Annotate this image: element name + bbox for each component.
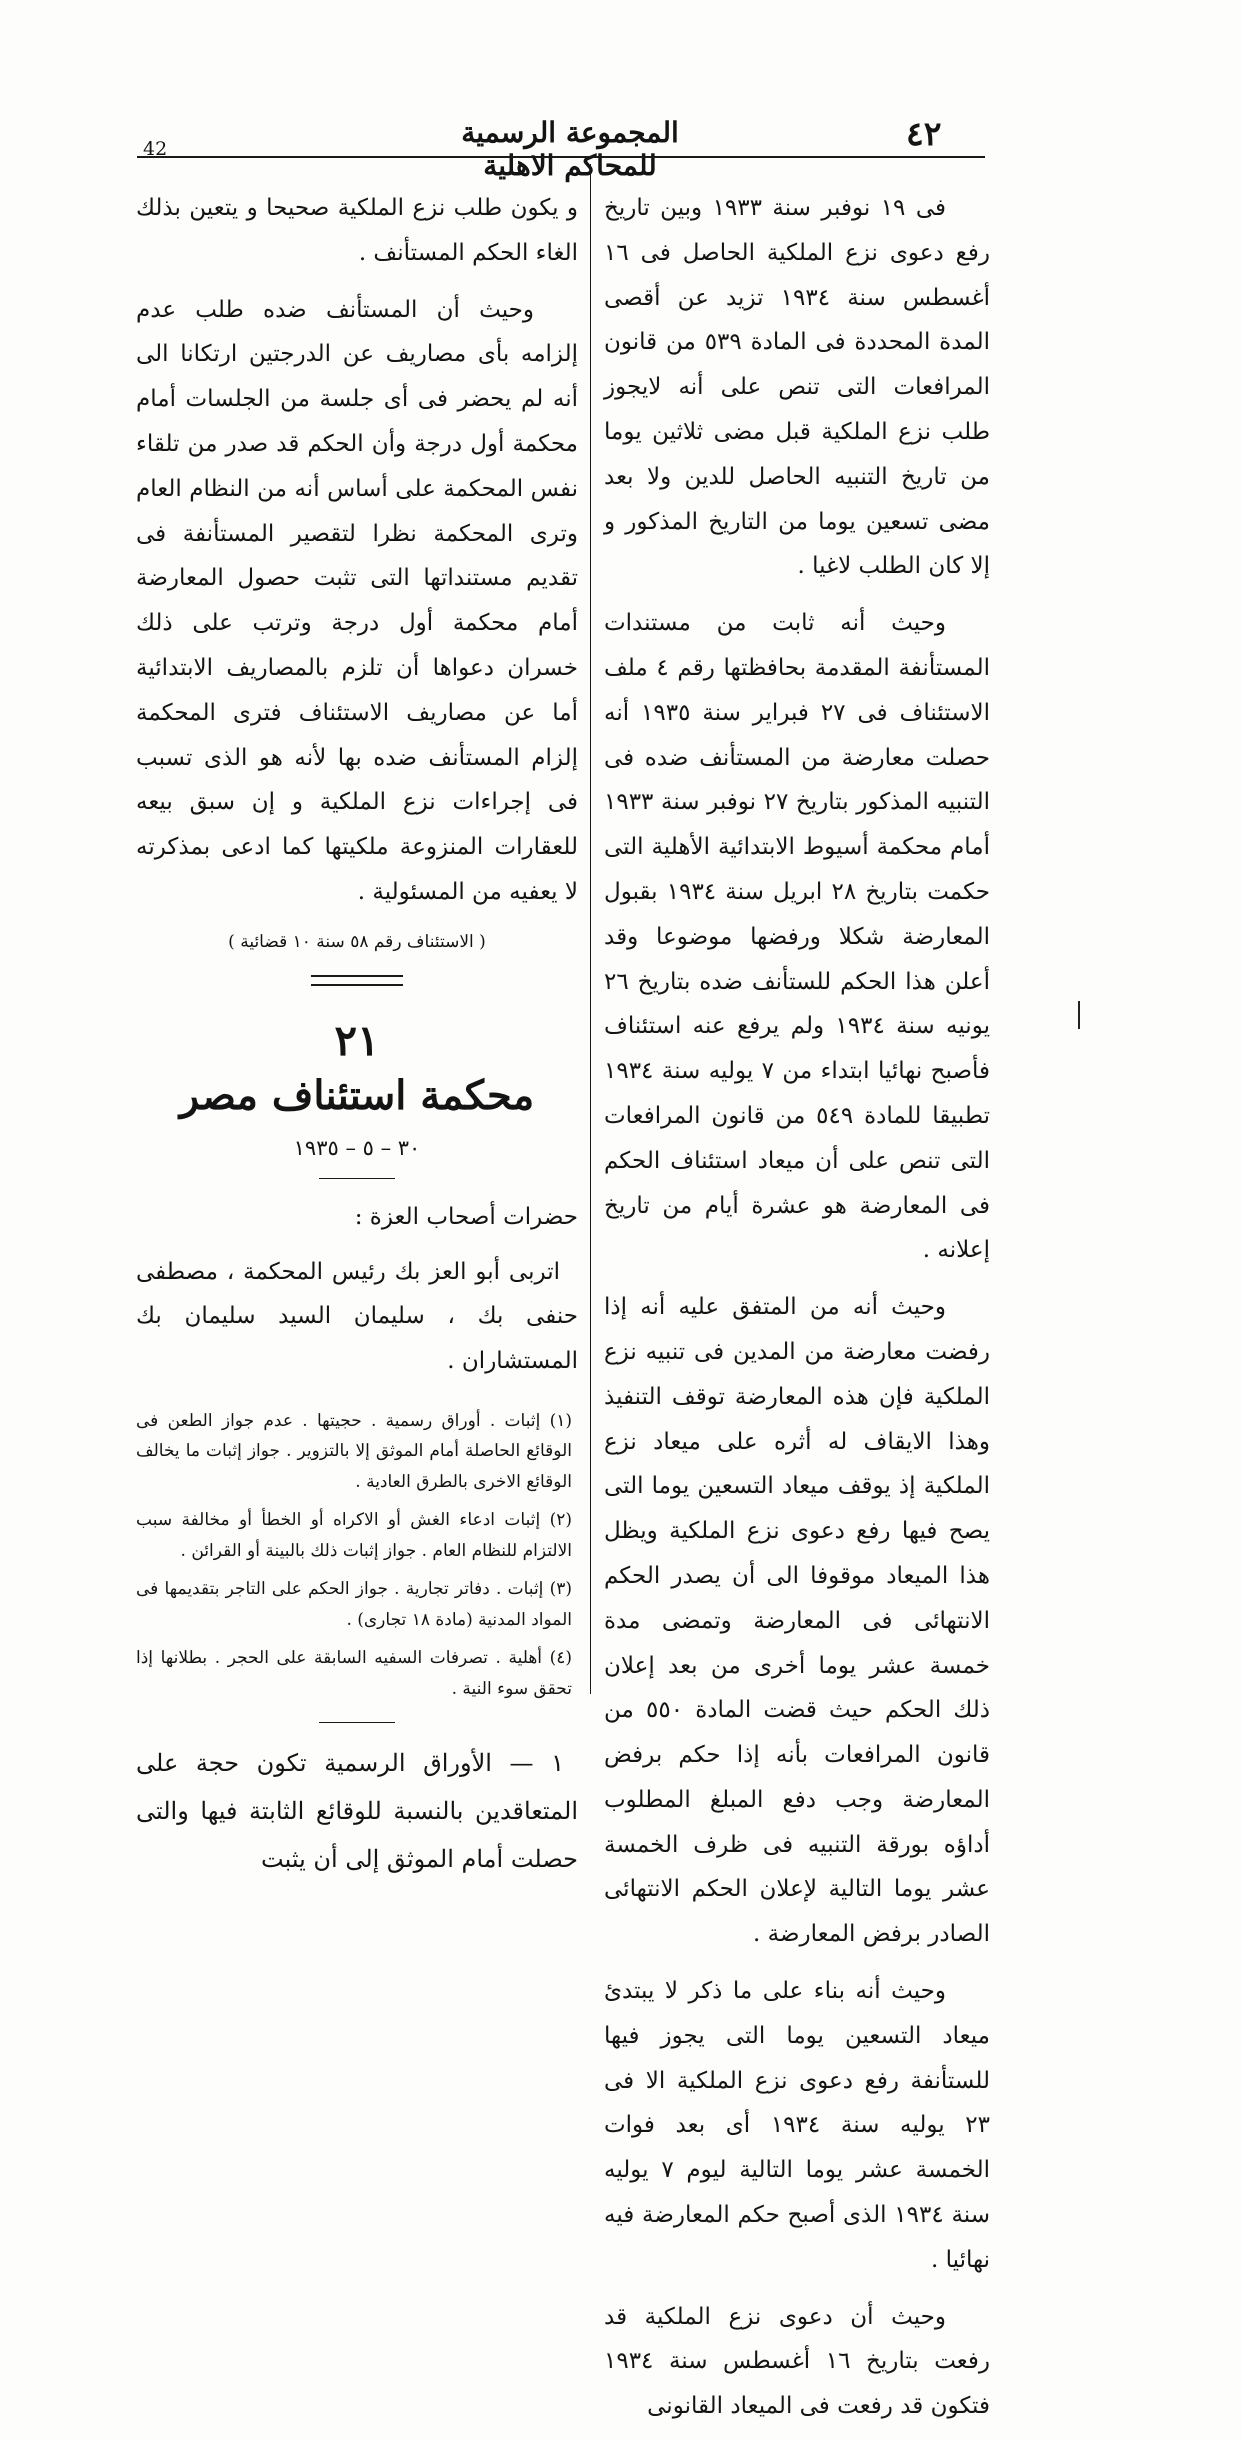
summary-item: (١) إثبات . أوراق رسمية . حجيتها . عدم جواز الطعن فى الوقائع الحاصلة أمام الموثق إلا بالتزوير . جواز إثبات ما يخالف الوقائع الاخرى بالطرق العادية . [136,1410,572,1492]
summary-item: (٣) إثبات . دفاتر تجارية . جواز الحكم على التاجر بتقديمها فى المواد المدنية (مادة ١٨ تجارى) . [136,1579,572,1630]
right-paragraph: وحيث أنه بناء على ما ذكر لا يبتدئ ميعاد التسعين يوما التى يجوز فيها للستأنفة رفع دعوى نزع الملكية الا فى ٢٣ يوليه سنة ١٩٣٤ أى بعد فوات الخمسة عشر يوما التالية ليوم ٧ يوليه سنة ١٩٣٤ الذى أصبح حكم المعارضة فيه نهائيا . [604,1978,991,2273]
left-column [136,186,578,1895]
appeal-citation: ( الاستئناف رقم ٥٨ سنة ١٠ قضائية ) [228,931,486,952]
journal-title: المجموعة الرسمية للمحاكم الاهلية [461,116,679,182]
section-divider [311,975,403,986]
left-paragraph: و يكون طلب نزع الملكية صحيحا و يتعين بذلك الغاء الحكم المستأنف . [136,195,578,266]
left-paragraph: وحيث أن المستأنف ضده طلب عدم إلزامه بأى مصاريف عن الدرجتين ارتكانا الى أنه لم يحضر فى أى جلسة من الجلسات أمام محكمة أول درجة وأن الحكم قد صدر من تلقاء نفس المحكمة على أساس أنه من النظام العام وترى المحكمة نظرا لتقصير المستأنفة فى تقديم مستنداتها التى تثبت حصول المعارضة أمام محكمة أول درجة وترتب على ذلك خسران دعواها أن تلزم بالمصاريف الابتدائية أما عن مصاريف الاستئناف فترى المحكمة إلزام المستأنف ضده بها لأنه هو الذى تسبب فى إجراءات نزع الملكية و إن سبق بيعه للعقارات المنزوعة ملكيتها كما ادعى بمذكرته لا يعفيه من المسئولية . [136,296,578,905]
members-label: حضرات أصحاب العزة : [354,1203,578,1230]
summary-item: (٤) أهلية . تصرفات السفيه السابقة على الحجر . بطلانها إذا تحقق سوء النية . [136,1648,572,1699]
right-paragraph: فى ١٩ نوفبر سنة ١٩٣٣ وبين تاريخ رفع دعوى نزع الملكية الحاصل فى ١٦ أغسطس سنة ١٩٣٤ تزيد عن أقصى المدة المحددة فى المادة ٥٣٩ من قانون المرافعات التى تنص على أنه لايجوز طلب نزع الملكية قبل مضى ثلاثين يوما من تاريخ التنبيه الحاصل للدين ولا بعد مضى تسعين يوما من التاريخ المذكور و إلا كان الطلب لاغيا . [604,195,991,580]
right-paragraph: وحيث أنه من المتفق عليه أنه إذا رفضت معارضة من المدين فى تنبيه نزع الملكية فإن هذه المعارضة توقف التنفيذ وهذا الايقاف له أثره على ميعاد نزع الملكية إذ يوقف ميعاد التسعين يوما التى يصح فيها رفع دعوى نزع الملكية ويظل هذا الميعاد موقوفا الى أن يصدر الحكم الانتهائى فى المعارضة وتمضى مدة خمسة عشر يوما أخرى من بعد إعلان ذلك الحكم حيث قضت المادة ٥٥٠ من قانون المرافعات بأنه إذا حكم برفض المعارضة وجب دفع المبلغ المطلوب أداؤه بورقة التنبيه فى ظرف الخمسة عشر يوما التالية لإعلان الحكم الانتهائى الصادر برفض المعارضة . [604,1294,990,1948]
margin-mark [1078,1001,1080,1029]
header-rule [137,156,985,158]
summary-item: (٢) إثبات ادعاء الغش أو الاكراه أو الخطأ أو مخالفة سبب الالتزام للنظام العام . جواز إثبات ذلك بالبينة أو القرائن . [136,1510,572,1561]
right-paragraph: وحيث أن دعوى نزع الملكية قد رفعت بتاريخ ١٦ أغسطس سنة ١٩٣٤ فتكون قد رفعت فى الميعاد القانونى [604,2303,991,2420]
page-number-arabic: ٤٢ [906,114,942,153]
page-number-latin: 42 [143,138,168,160]
short-divider [319,1178,395,1179]
right-paragraph: وحيث أنه ثابت من مستندات المستأنفة المقدمة بحافظتها رقم ٤ ملف الاستئناف فى ٢٧ فبراير سنة ١٩٣٥ أنه حصلت معارضة من المستأنف ضده فى التنبيه المذكور بتاريخ ٢٧ نوفبر سنة ١٩٣٣ أمام محكمة أسيوط الابتدائية الأهلية التى حكمت بتاريخ ٢٨ ابريل سنة ١٩٣٤ بقبول المعارضة شكلا ورفضها موضوعا وقد أعلن هذا الحكم للستأنف ضده بتاريخ ٢٦ يونيه سنة ١٩٣٤ ولم يرفع عنه استئناف فأصبح نهائيا ابتداء من ٧ يوليه سنة ١٩٣٤ تطبيقا للمادة ٥٤٩ من قانون المرافعات التى تنص على أن ميعاد استئناف الحكم فى المعارضة هو عشرة أيام من تاريخ إعلانه . [604,610,990,1264]
court-title: محكمة استئناف مصر [179,1071,535,1119]
right-column [604,186,990,2441]
case-number: ٢١ [334,1015,380,1065]
holding-paragraph: ١ — الأوراق الرسمية تكون حجة على المتعاقدين بالنسبة للوقائع الثابتة فيها والتى حصلت أمام الموثق إلى أن يثبت [136,1749,578,1874]
case-date: ٣٠ – ٥ – ١٩٣٥ [293,1135,421,1160]
short-divider [319,1722,395,1723]
court-members: اتربى أبو العز بك رئيس المحكمة ، مصطفى حنفى بك ، سليمان السيد سليمان بك المستشاران . [136,1258,578,1375]
column-divider [590,164,591,1694]
